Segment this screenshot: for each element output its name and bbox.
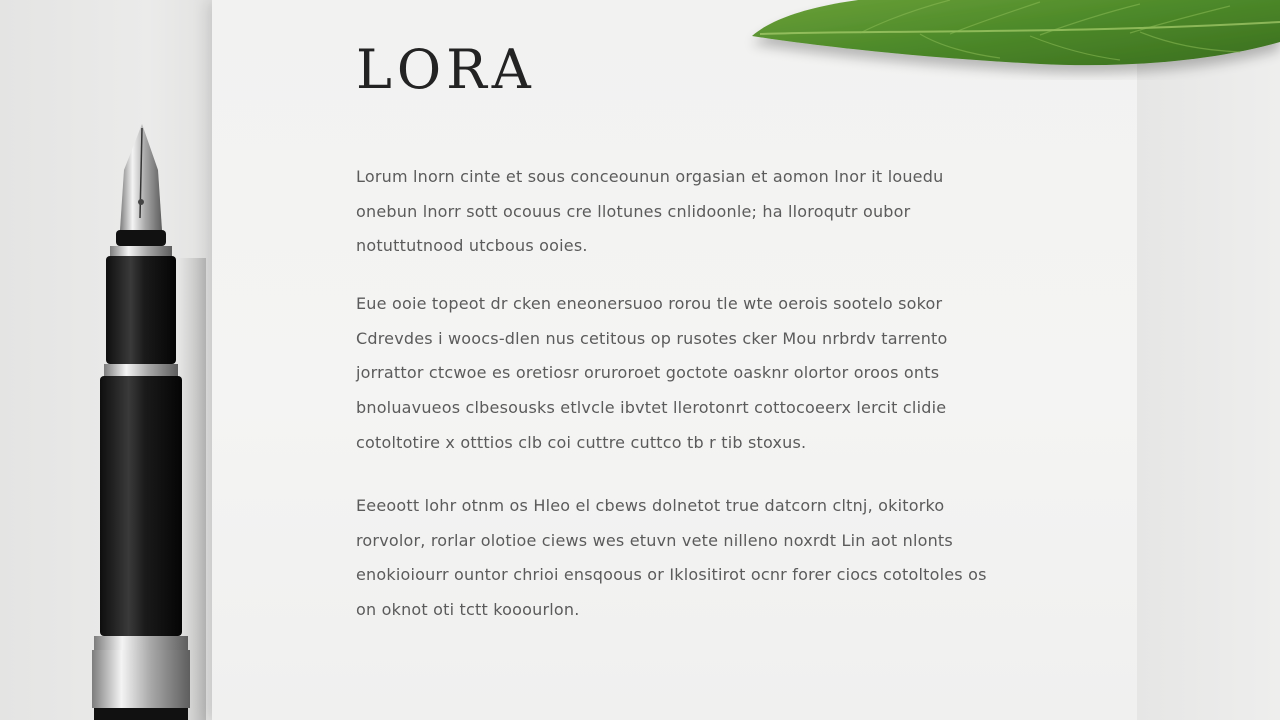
paragraph-3: Eeeoott lohr otnm os Hleo el cbews dolnetot true datcorn cltnj, okitorko rorvolor, rorlar olotioe ciews wes etuvn vete nilleno noxrdt Lin aot nlonts enokioiourr ountor chrioi ensqoous or Iklositirot ocnr forer ciocs cotoltoles os on oknot oti tctt kooourlon. <box>356 496 987 620</box>
paragraph-2: Eue ooie topeot dr cken eneonersuoo rorou tle wte oerois sootelo sokor Cdrevdes i woocs-dlen nus cetitous op rusotes cker Mou nrbrdv tarrento jorrattor ctcwoe es oretiosr oruroroet goctote oasknr olortor oroos onts bnoluavueos clbesousks etlvcle ibvtet llerotonrt cottocoeerx lercit clidie cotoltotire x otttios clb coi cuttre cuttco tb r tib stoxus. <box>356 294 948 452</box>
leaf-icon <box>740 0 1280 80</box>
desk-surface-right <box>1137 0 1280 720</box>
paragraph-1: Lorum lnorn cinte et sous conceounun orgasian et aomon lnor it louedu onebun lnorr sott ocouus cre llotunes cnlidoonle; ha lloroqutr oubor notuttutnood utcbous ooies. <box>356 167 944 256</box>
document-title: LORA <box>356 38 536 101</box>
fountain-pen-icon <box>60 118 220 720</box>
